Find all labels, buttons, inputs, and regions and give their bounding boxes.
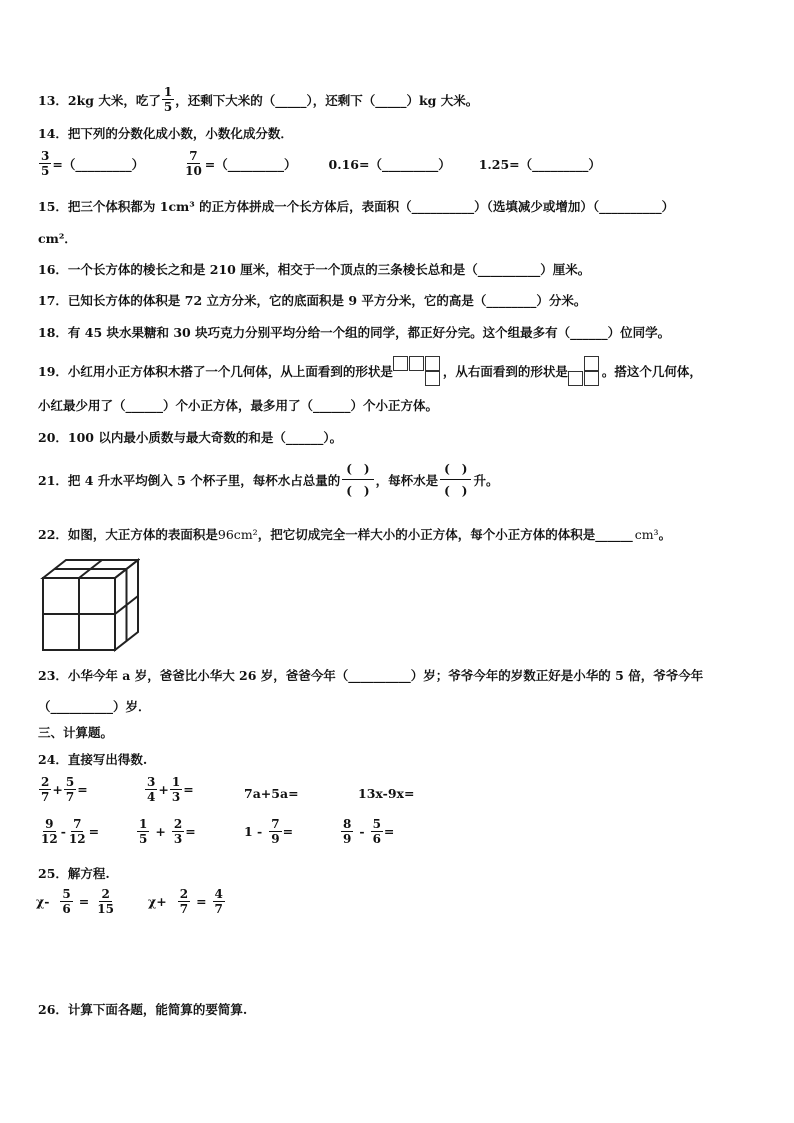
q24-expr-7: 1 - $\frac{7}{9}$ = xyxy=(244,817,294,846)
q24-expr-6: $\frac{1}{5}$ + $\frac{2}{3}$ = xyxy=(139,817,196,846)
q24-expr-1: $\frac{2}{7}$ + $\frac{5}{7}$ = xyxy=(41,775,88,804)
question-15: 15．把三个体积都为 1cm³ 的正方体拼成一个长方体后，表面积（__________）（选填减少或增加）（__________） xyxy=(38,199,675,214)
question-14-items: $\frac{3}{5}$ =（_________） $\frac{7}{10}$ =（_________） 0.16=（_________） 1.25=（_________） xyxy=(41,149,601,178)
question-25: 25．解方程. xyxy=(38,866,110,881)
q24-expr-2: $\frac{3}{4}$ + $\frac{1}{3}$ = xyxy=(147,775,194,804)
question-14: 14．把下列的分数化成小数，小数化成分数． xyxy=(38,126,293,141)
question-26: 26．计算下面各题，能简算的要简算. xyxy=(38,1002,248,1017)
blank-fraction: ( ) ( ) xyxy=(440,460,471,499)
question-16: 16．一个长方体的棱长之和是 210 厘米，相交于一个顶点的三条棱长总和是（__________）厘米。 xyxy=(38,262,591,277)
blank-fraction: ( ) ( ) xyxy=(342,460,373,499)
question-23-line2: （__________）岁． xyxy=(38,699,151,714)
question-19: 19．小红用小正方体积木搭了一个几何体，从上面看到的形状是 ，从右面看到的形状是 。搭这个几何体， xyxy=(38,356,702,386)
question-21: 21．把 4 升水平均倒入 5 个杯子里，每杯水占总量的 ( ) ( ) ，每杯水是 ( ) ( ) 升。 xyxy=(38,462,499,498)
question-22: 22．如图，大正方体的表面积是 96cm² ，把它切成完全一样大小的小正方体，每个小正方体的体积是______ cm³ 。 xyxy=(38,526,672,542)
question-18: 18．有 45 块水果糖和 30 块巧克力分别平均分给一个组的同学，都正好分完。这个组最多有（______）位同学。 xyxy=(38,325,671,340)
right-view-shape xyxy=(568,356,602,386)
cube-figure xyxy=(40,556,140,654)
top-view-shape xyxy=(393,356,443,386)
q24-expr-5: $\frac{9}{12}$ - $\frac{7}{12}$ = xyxy=(41,817,100,846)
question-24: 24．直接写出得数. xyxy=(38,752,148,767)
question-23: 23．小华今年 a 岁，爸爸比小华大 26 岁，爸爸今年（__________）岁；爷爷今年的岁数正好是小华的 5 倍，爷爷今年 xyxy=(38,668,704,683)
question-17: 17．已知长方体的体积是 72 立方分米，它的底面积是 9 平方分米，它的高是（________）分米。 xyxy=(38,293,587,308)
q24-expr-8: $\frac{8}{9}$ - $\frac{5}{6}$ = xyxy=(343,817,395,846)
fraction: $\frac{3}{5}$ xyxy=(41,149,50,178)
section-heading: 三、计算题。 xyxy=(38,725,114,740)
question-20: 20．100 以内最小质数与最大奇数的和是（______）。 xyxy=(38,430,343,445)
equation-1: χ- $\frac{5}{6}$ = $\frac{2}{15}$ xyxy=(36,887,114,916)
question-19-line2: 小红最少用了（______）个小正方体，最多用了（______）个小正方体。 xyxy=(38,398,439,413)
q24-expr-3: 7a+5a= xyxy=(244,786,299,801)
fraction: $\frac{7}{10}$ xyxy=(185,149,202,178)
fraction: $\frac{1}{5}$ xyxy=(163,85,173,114)
q24-expr-4: 13x-9x= xyxy=(358,786,415,801)
question-15-unit: cm²． xyxy=(38,231,77,246)
equation-2: χ+ $\frac{2}{7}$ = $\frac{4}{7}$ xyxy=(148,887,223,916)
question-13: 13．2kg 大米，吃了 $\frac{1}{5}$ ，还剩下大米的（_____），还剩下（_____）kg 大米。 xyxy=(38,85,479,114)
